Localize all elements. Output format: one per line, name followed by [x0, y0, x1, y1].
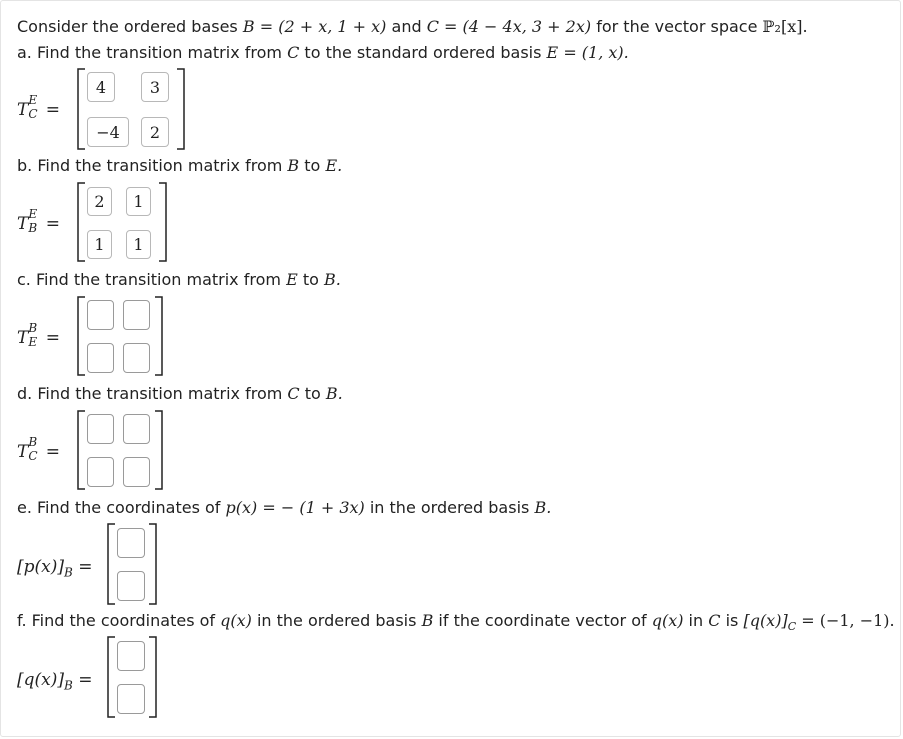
part-a-prompt — [17, 43, 629, 62]
part-b-prompt — [17, 156, 342, 175]
basis-c-expr: C = (4 − 4x, 3 + 2x) — [426, 17, 592, 36]
part-e-prompt — [17, 498, 551, 517]
part-b-prefix: b. Find the transition matrix from — [17, 156, 283, 175]
equals-sign: = — [45, 328, 60, 348]
part-f-prefix: f. Find the coordinates of — [17, 611, 216, 630]
equals-sign: = — [45, 214, 60, 234]
intro-line — [17, 17, 808, 36]
part-b-from: B — [287, 156, 300, 175]
part-d-to: B. — [325, 384, 343, 403]
part-d-from: C — [287, 384, 300, 403]
part-c-cell-22[interactable] — [123, 343, 150, 373]
part-f-label — [17, 670, 92, 692]
part-d-cell-12[interactable] — [123, 414, 150, 444]
part-f-cell-1[interactable] — [117, 641, 145, 671]
part-d-cell-22[interactable] — [123, 457, 150, 487]
label-main: T — [17, 214, 29, 234]
label-sup: B — [28, 435, 38, 449]
part-c-cell-21[interactable] — [87, 343, 114, 373]
label-main: [p(x)] — [17, 557, 64, 577]
intro-for-space: for the vector space — [596, 17, 758, 36]
part-b-cell-21[interactable]: 1 — [87, 230, 112, 259]
part-c-cell-11[interactable] — [87, 300, 114, 330]
part-e-expr: p(x) = − (1 + 3x) — [225, 498, 365, 517]
basis-b-expr: B = (2 + x, 1 + x) — [242, 17, 387, 36]
part-b-label — [17, 207, 60, 235]
vector-space: ℙ₂[x]. — [762, 17, 808, 36]
part-d-cell-11[interactable] — [87, 414, 114, 444]
part-b-cell-12[interactable]: 1 — [126, 187, 151, 216]
part-b-to-text: to — [304, 156, 321, 175]
intro-lead: Consider the ordered bases — [17, 17, 238, 36]
equals-sign: = — [45, 442, 60, 462]
label-sup: E — [28, 207, 38, 221]
part-e-prefix: e. Find the coordinates of — [17, 498, 221, 517]
part-b-to: E. — [325, 156, 343, 175]
part-f-mid: in the ordered basis — [256, 611, 417, 630]
part-e-label — [17, 557, 92, 579]
part-d-prompt — [17, 384, 343, 403]
part-f-is-text: is — [725, 611, 739, 630]
part-a-to: E = (1, x). — [546, 43, 629, 62]
part-a-prefix: a. Find the transition matrix from — [17, 43, 282, 62]
label-sub: C — [28, 449, 38, 463]
part-c-cell-12[interactable] — [123, 300, 150, 330]
part-a-label — [17, 93, 60, 121]
part-d-prefix: d. Find the transition matrix from — [17, 384, 283, 403]
part-a-from: C — [287, 43, 300, 62]
part-f-expr: q(x) — [220, 611, 252, 630]
label-main: T — [17, 100, 29, 120]
part-a-cell-12[interactable]: 3 — [141, 72, 169, 102]
label-sub: E — [28, 335, 38, 349]
part-f-expr2: q(x) — [651, 611, 684, 630]
part-c-prefix: c. Find the transition matrix from — [17, 270, 281, 289]
label-main: T — [17, 442, 29, 462]
part-b-cell-11[interactable]: 2 — [87, 187, 112, 216]
part-d-cell-21[interactable] — [87, 457, 114, 487]
intro-and: and — [391, 17, 422, 36]
part-b-cell-22[interactable]: 1 — [126, 230, 151, 259]
part-d-label — [17, 435, 60, 463]
label-sup: E — [28, 93, 38, 107]
part-c-from: E — [286, 270, 298, 289]
label-sup: B — [28, 321, 38, 335]
label-sub: B — [28, 221, 38, 235]
label-main: [q(x)] — [17, 670, 64, 690]
part-e-cell-2[interactable] — [117, 571, 145, 601]
part-a-to-text: to the standard ordered basis — [304, 43, 542, 62]
label-main: T — [17, 328, 29, 348]
part-d-to-text: to — [304, 384, 321, 403]
label-sub: B — [64, 678, 73, 693]
part-f-basis2: C — [708, 611, 721, 630]
part-f-vec: [q(x)] — [743, 611, 788, 630]
label-sub: C — [28, 107, 38, 121]
part-e-cell-1[interactable] — [117, 528, 145, 558]
part-c-to: B. — [324, 270, 341, 289]
part-c-prompt — [17, 270, 341, 289]
equals-sign: = — [78, 670, 93, 690]
part-e-basis: B. — [534, 498, 552, 517]
part-f-cell-2[interactable] — [117, 684, 145, 714]
equals-sign: = — [78, 557, 93, 577]
part-f-basis: B — [421, 611, 434, 630]
part-c-label — [17, 321, 60, 349]
part-f-prompt — [17, 611, 895, 633]
equals-sign: = — [45, 100, 60, 120]
part-c-to-text: to — [302, 270, 319, 289]
part-a-cell-21[interactable]: −4 — [87, 117, 129, 147]
part-f-vec-val: = (−1, −1). — [801, 611, 895, 630]
part-f-in-text: in — [688, 611, 704, 630]
label-sub: B — [64, 565, 73, 580]
part-f-mid2: if the coordinate vector of — [438, 611, 647, 630]
part-a-cell-11[interactable]: 4 — [87, 72, 115, 102]
part-e-suffix: in the ordered basis — [369, 498, 530, 517]
part-a-cell-22[interactable]: 2 — [141, 117, 169, 147]
part-f-vec-sub: C — [787, 620, 797, 634]
